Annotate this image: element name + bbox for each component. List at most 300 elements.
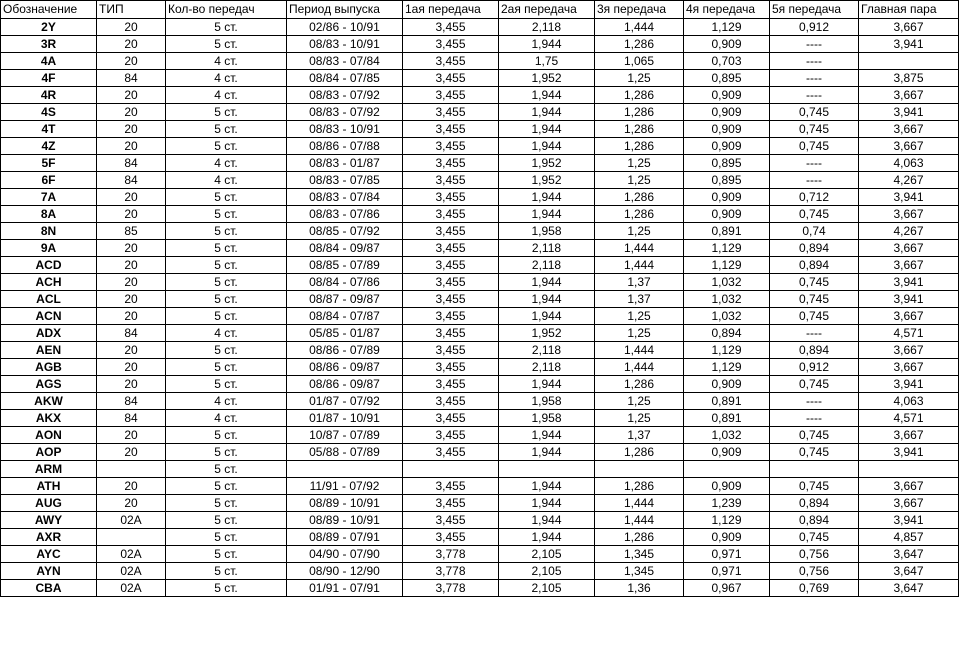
cell-gear-4: 0,971	[684, 563, 770, 580]
cell-production-period: 08/84 - 09/87	[287, 240, 403, 257]
cell-gear-3: 1,345	[595, 563, 684, 580]
cell-gear-5: 0,745	[770, 478, 859, 495]
cell-gear-count: 5 ст.	[166, 19, 287, 36]
cell-type: 20	[97, 19, 166, 36]
cell-type	[97, 529, 166, 546]
cell-final-drive: 3,667	[859, 138, 959, 155]
cell-gear-2: 1,944	[499, 138, 595, 155]
cell-designation: AKX	[1, 410, 97, 427]
cell-gear-3: 1,37	[595, 427, 684, 444]
cell-gear-4: 0,895	[684, 172, 770, 189]
table-row	[1, 359, 959, 376]
cell-gear-3: 1,444	[595, 342, 684, 359]
table-row	[1, 580, 959, 597]
cell-gear-count: 5 ст.	[166, 512, 287, 529]
cell-production-period	[287, 461, 403, 478]
cell-type: 84	[97, 70, 166, 87]
cell-type: 20	[97, 444, 166, 461]
table-row	[1, 478, 959, 495]
cell-gear-5: 0,894	[770, 512, 859, 529]
cell-gear-5: 0,74	[770, 223, 859, 240]
cell-gear-3: 1,444	[595, 240, 684, 257]
cell-designation: ACH	[1, 274, 97, 291]
table-row	[1, 70, 959, 87]
cell-gear-3: 1,25	[595, 70, 684, 87]
cell-gear-5	[770, 461, 859, 478]
cell-gear-count: 5 ст.	[166, 308, 287, 325]
cell-final-drive: 3,941	[859, 291, 959, 308]
cell-production-period: 08/83 - 01/87	[287, 155, 403, 172]
cell-gear-count: 5 ст.	[166, 257, 287, 274]
cell-gear-2: 1,944	[499, 36, 595, 53]
cell-type: 84	[97, 393, 166, 410]
cell-gear-1: 3,778	[403, 563, 499, 580]
cell-final-drive: 3,941	[859, 189, 959, 206]
cell-production-period: 08/83 - 10/91	[287, 121, 403, 138]
cell-gear-1: 3,455	[403, 444, 499, 461]
cell-type: 20	[97, 53, 166, 70]
cell-production-period: 08/89 - 10/91	[287, 512, 403, 529]
cell-gear-count: 4 ст.	[166, 393, 287, 410]
cell-gear-2: 1,958	[499, 410, 595, 427]
cell-gear-1: 3,455	[403, 325, 499, 342]
cell-gear-3: 1,065	[595, 53, 684, 70]
cell-gear-count: 4 ст.	[166, 325, 287, 342]
cell-gear-count: 5 ст.	[166, 240, 287, 257]
cell-gear-1: 3,455	[403, 308, 499, 325]
cell-gear-count: 4 ст.	[166, 172, 287, 189]
column-header-gear-3: 3я передача	[595, 1, 684, 19]
cell-designation: 3R	[1, 36, 97, 53]
table-row	[1, 325, 959, 342]
cell-designation: AEN	[1, 342, 97, 359]
cell-gear-count: 5 ст.	[166, 206, 287, 223]
cell-gear-4: 1,032	[684, 427, 770, 444]
cell-designation: CBA	[1, 580, 97, 597]
cell-gear-2: 1,944	[499, 189, 595, 206]
cell-gear-5: 0,756	[770, 563, 859, 580]
cell-gear-count: 4 ст.	[166, 410, 287, 427]
cell-type: 20	[97, 495, 166, 512]
cell-gear-3: 1,25	[595, 308, 684, 325]
cell-gear-1: 3,778	[403, 580, 499, 597]
cell-gear-count: 5 ст.	[166, 444, 287, 461]
cell-gear-2: 2,118	[499, 257, 595, 274]
table-row	[1, 274, 959, 291]
cell-designation: ACD	[1, 257, 97, 274]
table-row	[1, 291, 959, 308]
cell-type: 20	[97, 138, 166, 155]
cell-gear-4: 0,909	[684, 478, 770, 495]
cell-gear-1: 3,455	[403, 104, 499, 121]
cell-gear-count: 5 ст.	[166, 274, 287, 291]
cell-gear-1	[403, 461, 499, 478]
cell-type: 20	[97, 359, 166, 376]
cell-gear-5: ----	[770, 410, 859, 427]
cell-designation: AGB	[1, 359, 97, 376]
cell-designation: 9A	[1, 240, 97, 257]
cell-gear-count: 5 ст.	[166, 563, 287, 580]
cell-type: 20	[97, 240, 166, 257]
cell-type: 20	[97, 104, 166, 121]
cell-gear-1: 3,455	[403, 155, 499, 172]
cell-type: 20	[97, 376, 166, 393]
cell-final-drive: 3,647	[859, 546, 959, 563]
cell-gear-5: 0,745	[770, 138, 859, 155]
cell-type: 20	[97, 206, 166, 223]
cell-production-period: 08/84 - 07/85	[287, 70, 403, 87]
cell-gear-3: 1,37	[595, 291, 684, 308]
cell-gear-2: 1,944	[499, 376, 595, 393]
cell-gear-3: 1,286	[595, 444, 684, 461]
cell-gear-2: 1,75	[499, 53, 595, 70]
cell-gear-5: 0,745	[770, 308, 859, 325]
cell-gear-1: 3,455	[403, 529, 499, 546]
cell-production-period: 08/83 - 10/91	[287, 36, 403, 53]
cell-final-drive: 3,667	[859, 240, 959, 257]
cell-gear-4: 0,909	[684, 121, 770, 138]
table-row	[1, 495, 959, 512]
cell-designation: AXR	[1, 529, 97, 546]
cell-gear-5: 0,745	[770, 104, 859, 121]
cell-gear-4: 1,129	[684, 19, 770, 36]
cell-gear-count: 5 ст.	[166, 36, 287, 53]
cell-gear-count: 4 ст.	[166, 155, 287, 172]
cell-gear-4: 1,129	[684, 342, 770, 359]
cell-production-period: 08/86 - 07/88	[287, 138, 403, 155]
cell-final-drive	[859, 461, 959, 478]
cell-type: 20	[97, 291, 166, 308]
column-header-gear-5: 5я передача	[770, 1, 859, 19]
cell-designation: 5F	[1, 155, 97, 172]
cell-gear-2: 1,952	[499, 70, 595, 87]
cell-final-drive: 3,667	[859, 478, 959, 495]
cell-production-period: 08/89 - 10/91	[287, 495, 403, 512]
cell-designation: 7A	[1, 189, 97, 206]
cell-gear-3: 1,286	[595, 87, 684, 104]
cell-gear-1: 3,455	[403, 427, 499, 444]
table-row	[1, 206, 959, 223]
cell-production-period: 08/83 - 07/85	[287, 172, 403, 189]
cell-gear-5: 0,745	[770, 529, 859, 546]
cell-type: 20	[97, 121, 166, 138]
cell-production-period: 08/85 - 07/92	[287, 223, 403, 240]
cell-final-drive: 4,063	[859, 155, 959, 172]
cell-gear-count: 5 ст.	[166, 359, 287, 376]
cell-designation: AYC	[1, 546, 97, 563]
cell-designation: AON	[1, 427, 97, 444]
cell-gear-4: 1,032	[684, 274, 770, 291]
table-row	[1, 36, 959, 53]
cell-gear-5: 0,712	[770, 189, 859, 206]
cell-final-drive: 3,667	[859, 87, 959, 104]
cell-gear-4: 1,129	[684, 359, 770, 376]
cell-designation: 4F	[1, 70, 97, 87]
cell-final-drive: 3,667	[859, 257, 959, 274]
cell-production-period: 08/83 - 07/84	[287, 189, 403, 206]
column-header-type: ТИП	[97, 1, 166, 19]
cell-type: 84	[97, 155, 166, 172]
cell-gear-3: 1,286	[595, 36, 684, 53]
cell-final-drive: 3,941	[859, 444, 959, 461]
cell-gear-4: 1,032	[684, 308, 770, 325]
cell-type: 84	[97, 325, 166, 342]
cell-gear-count: 5 ст.	[166, 104, 287, 121]
cell-production-period: 08/83 - 07/86	[287, 206, 403, 223]
cell-type	[97, 461, 166, 478]
column-header-gear-1: 1ая передача	[403, 1, 499, 19]
column-header-production-period: Период выпуска	[287, 1, 403, 19]
cell-gear-4: 1,032	[684, 291, 770, 308]
cell-final-drive: 3,667	[859, 495, 959, 512]
cell-type: 02A	[97, 563, 166, 580]
cell-production-period: 08/83 - 07/92	[287, 104, 403, 121]
table-row	[1, 240, 959, 257]
cell-gear-2: 2,105	[499, 580, 595, 597]
cell-production-period: 01/87 - 10/91	[287, 410, 403, 427]
cell-gear-5: 0,745	[770, 274, 859, 291]
cell-type: 20	[97, 342, 166, 359]
header-row	[1, 1, 959, 19]
table-row	[1, 189, 959, 206]
cell-designation: ARM	[1, 461, 97, 478]
cell-designation: AKW	[1, 393, 97, 410]
cell-production-period: 08/87 - 09/87	[287, 291, 403, 308]
cell-gear-count: 4 ст.	[166, 53, 287, 70]
cell-final-drive: 4,267	[859, 223, 959, 240]
cell-gear-2: 1,944	[499, 308, 595, 325]
table-row	[1, 87, 959, 104]
cell-final-drive: 3,667	[859, 121, 959, 138]
cell-gear-4: 0,909	[684, 206, 770, 223]
cell-gear-count: 5 ст.	[166, 461, 287, 478]
cell-gear-4: 0,909	[684, 36, 770, 53]
cell-production-period: 08/86 - 09/87	[287, 359, 403, 376]
cell-type: 20	[97, 257, 166, 274]
column-header-gear-4: 4я передача	[684, 1, 770, 19]
cell-gear-1: 3,455	[403, 19, 499, 36]
cell-type: 20	[97, 478, 166, 495]
cell-gear-5: 0,745	[770, 291, 859, 308]
cell-final-drive: 3,875	[859, 70, 959, 87]
cell-gear-5: 0,745	[770, 427, 859, 444]
cell-gear-4: 0,967	[684, 580, 770, 597]
cell-gear-2: 1,944	[499, 291, 595, 308]
cell-designation: 4R	[1, 87, 97, 104]
cell-gear-3: 1,286	[595, 478, 684, 495]
cell-gear-3	[595, 461, 684, 478]
cell-type: 84	[97, 410, 166, 427]
table-row	[1, 410, 959, 427]
table-row	[1, 172, 959, 189]
cell-gear-1: 3,455	[403, 36, 499, 53]
cell-type: 85	[97, 223, 166, 240]
cell-gear-4: 0,909	[684, 376, 770, 393]
cell-gear-2: 1,944	[499, 495, 595, 512]
cell-gear-1: 3,455	[403, 274, 499, 291]
cell-type: 20	[97, 427, 166, 444]
cell-gear-5: 0,745	[770, 376, 859, 393]
cell-gear-2: 2,118	[499, 240, 595, 257]
cell-gear-5: ----	[770, 325, 859, 342]
cell-type: 02A	[97, 580, 166, 597]
cell-gear-2: 2,118	[499, 19, 595, 36]
cell-gear-4: 0,909	[684, 104, 770, 121]
cell-gear-4: 0,895	[684, 70, 770, 87]
cell-gear-count: 5 ст.	[166, 580, 287, 597]
table-row	[1, 376, 959, 393]
cell-final-drive: 4,571	[859, 325, 959, 342]
cell-gear-3: 1,25	[595, 393, 684, 410]
cell-production-period: 01/91 - 07/91	[287, 580, 403, 597]
cell-gear-2: 2,105	[499, 546, 595, 563]
cell-designation: AOP	[1, 444, 97, 461]
cell-gear-2: 1,958	[499, 393, 595, 410]
table-body	[1, 19, 959, 597]
cell-gear-count: 5 ст.	[166, 189, 287, 206]
column-header-gear-count: Кол-во передач	[166, 1, 287, 19]
cell-gear-1: 3,455	[403, 138, 499, 155]
cell-type: 20	[97, 87, 166, 104]
cell-final-drive: 3,647	[859, 580, 959, 597]
cell-final-drive: 3,941	[859, 104, 959, 121]
table-row	[1, 393, 959, 410]
cell-final-drive: 3,667	[859, 206, 959, 223]
cell-designation: 6F	[1, 172, 97, 189]
cell-designation: 4S	[1, 104, 97, 121]
table-row	[1, 461, 959, 478]
cell-gear-2: 1,944	[499, 121, 595, 138]
cell-production-period: 08/90 - 12/90	[287, 563, 403, 580]
cell-gear-5: ----	[770, 172, 859, 189]
cell-designation: ACN	[1, 308, 97, 325]
cell-gear-2: 1,944	[499, 529, 595, 546]
cell-designation: AYN	[1, 563, 97, 580]
cell-production-period: 04/90 - 07/90	[287, 546, 403, 563]
cell-gear-count: 5 ст.	[166, 223, 287, 240]
table-row	[1, 342, 959, 359]
cell-gear-4: 1,129	[684, 240, 770, 257]
cell-gear-3: 1,286	[595, 376, 684, 393]
cell-type: 20	[97, 189, 166, 206]
cell-gear-5: 0,745	[770, 206, 859, 223]
cell-gear-4: 0,895	[684, 155, 770, 172]
cell-gear-2: 2,118	[499, 342, 595, 359]
cell-designation: ATH	[1, 478, 97, 495]
cell-gear-1: 3,455	[403, 70, 499, 87]
cell-gear-5: 0,912	[770, 19, 859, 36]
cell-gear-3: 1,444	[595, 257, 684, 274]
cell-gear-1: 3,455	[403, 410, 499, 427]
cell-gear-1: 3,455	[403, 87, 499, 104]
cell-gear-3: 1,286	[595, 138, 684, 155]
cell-gear-5: ----	[770, 155, 859, 172]
cell-production-period: 05/88 - 07/89	[287, 444, 403, 461]
cell-gear-count: 5 ст.	[166, 376, 287, 393]
cell-designation: 4A	[1, 53, 97, 70]
cell-gear-4: 1,239	[684, 495, 770, 512]
cell-gear-4: 0,909	[684, 138, 770, 155]
cell-gear-4: 0,909	[684, 87, 770, 104]
cell-type: 84	[97, 172, 166, 189]
cell-gear-5: ----	[770, 36, 859, 53]
cell-gear-1: 3,455	[403, 121, 499, 138]
cell-gear-5: 0,894	[770, 342, 859, 359]
table-row	[1, 138, 959, 155]
cell-designation: ADX	[1, 325, 97, 342]
cell-gear-3: 1,286	[595, 189, 684, 206]
cell-gear-3: 1,286	[595, 529, 684, 546]
cell-designation: 4T	[1, 121, 97, 138]
cell-production-period: 02/86 - 10/91	[287, 19, 403, 36]
cell-gear-4: 0,703	[684, 53, 770, 70]
cell-gear-4: 0,891	[684, 410, 770, 427]
cell-designation: 8A	[1, 206, 97, 223]
cell-gear-count: 5 ст.	[166, 529, 287, 546]
cell-type: 02A	[97, 546, 166, 563]
cell-gear-4: 0,909	[684, 529, 770, 546]
table-row	[1, 19, 959, 36]
cell-gear-3: 1,444	[595, 19, 684, 36]
cell-gear-5: 0,756	[770, 546, 859, 563]
column-header-gear-2: 2ая передача	[499, 1, 595, 19]
cell-gear-4: 0,894	[684, 325, 770, 342]
cell-designation: 8N	[1, 223, 97, 240]
cell-gear-1: 3,455	[403, 53, 499, 70]
cell-designation: 4Z	[1, 138, 97, 155]
cell-final-drive: 3,667	[859, 359, 959, 376]
cell-gear-3: 1,444	[595, 359, 684, 376]
cell-gear-count: 5 ст.	[166, 138, 287, 155]
cell-gear-count: 5 ст.	[166, 342, 287, 359]
cell-gear-count: 4 ст.	[166, 87, 287, 104]
cell-gear-1: 3,455	[403, 495, 499, 512]
cell-production-period: 01/87 - 07/92	[287, 393, 403, 410]
table-row	[1, 121, 959, 138]
cell-final-drive: 3,941	[859, 512, 959, 529]
cell-gear-4: 1,129	[684, 512, 770, 529]
cell-final-drive: 4,267	[859, 172, 959, 189]
cell-designation: AGS	[1, 376, 97, 393]
cell-gear-5: ----	[770, 53, 859, 70]
cell-gear-5: 0,745	[770, 444, 859, 461]
cell-gear-5: 0,894	[770, 240, 859, 257]
cell-gear-2: 1,952	[499, 155, 595, 172]
cell-gear-3: 1,25	[595, 172, 684, 189]
cell-gear-4: 0,909	[684, 444, 770, 461]
cell-gear-count: 5 ст.	[166, 291, 287, 308]
cell-type: 20	[97, 274, 166, 291]
cell-production-period: 08/83 - 07/84	[287, 53, 403, 70]
cell-gear-1: 3,455	[403, 342, 499, 359]
cell-gear-1: 3,455	[403, 393, 499, 410]
cell-gear-2: 1,944	[499, 87, 595, 104]
cell-gear-1: 3,455	[403, 240, 499, 257]
cell-type: 20	[97, 36, 166, 53]
cell-final-drive: 3,667	[859, 19, 959, 36]
cell-gear-1: 3,778	[403, 546, 499, 563]
cell-gear-1: 3,455	[403, 376, 499, 393]
cell-gear-count: 5 ст.	[166, 427, 287, 444]
cell-production-period: 08/83 - 07/92	[287, 87, 403, 104]
cell-gear-5: 0,769	[770, 580, 859, 597]
cell-type: 02A	[97, 512, 166, 529]
cell-gear-3: 1,36	[595, 580, 684, 597]
cell-designation: ACL	[1, 291, 97, 308]
column-header-designation: Обозначение	[1, 1, 97, 19]
table-row	[1, 512, 959, 529]
cell-gear-5: ----	[770, 87, 859, 104]
